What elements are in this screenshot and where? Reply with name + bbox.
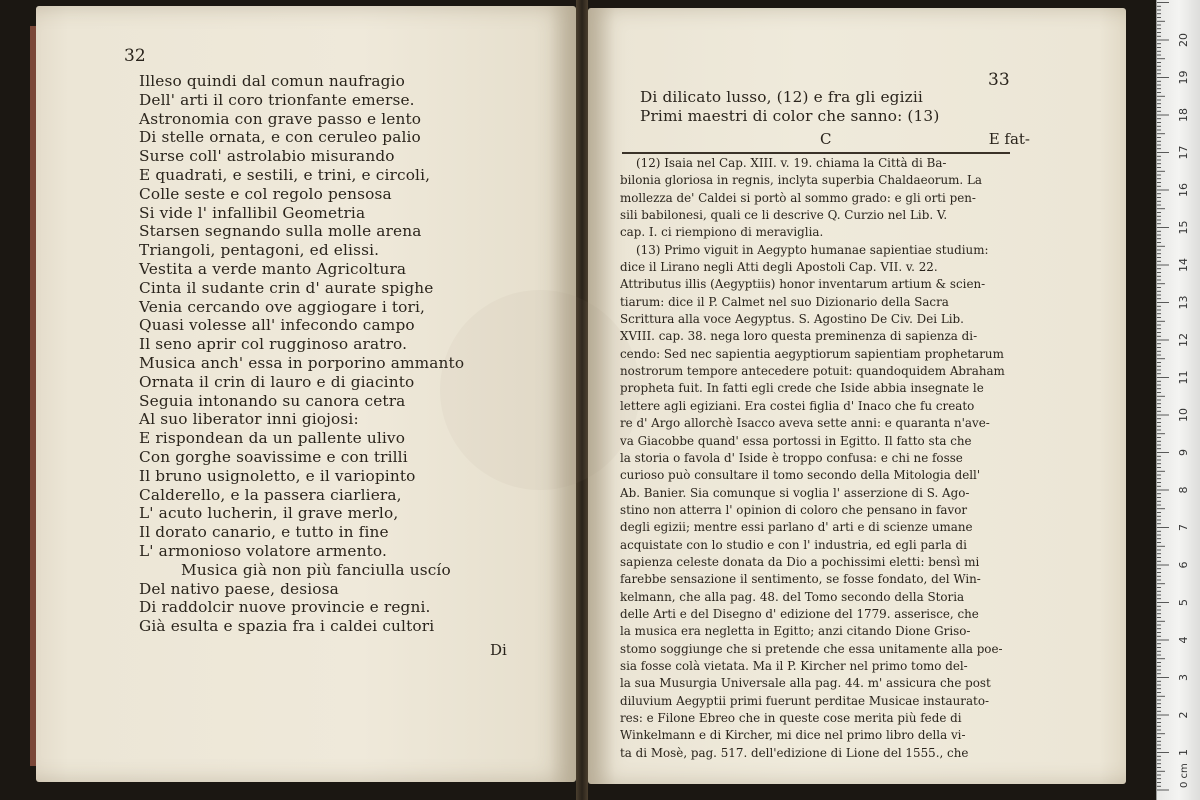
footnote-line: XVIII. cap. 38. nega loro questa preminenza di sapienza di- — [620, 329, 978, 344]
ruler-number: 15 — [1177, 220, 1190, 235]
footnote-line: res: e Filone Ebreo che in queste cose merita più fede di — [620, 711, 962, 725]
page-edge — [30, 26, 36, 766]
footnote-line: sia fosse colà vietata. Ma il P. Kircher nel primo tomo del- — [620, 658, 968, 673]
ruler-number: 13 — [1177, 295, 1190, 310]
footnote-line: kelmann, che alla pag. 48. del Tomo secondo della Storia — [620, 589, 965, 604]
signature-mark: C — [820, 130, 832, 148]
footnotes — [620, 155, 1012, 762]
text-line: Il bruno usignoletto, e il variopinto — [139, 466, 416, 485]
ruler-number: 5 — [1177, 599, 1190, 606]
text-line: Starsen segnando sulla molle arena — [139, 222, 422, 241]
footnote-line: cap. I. ci riempiono di meraviglia. — [620, 225, 824, 240]
footnote-line: la sua Musurgia Universale alla pag. 44. m' assicura che post — [620, 676, 991, 691]
ruler-number: 2 — [1177, 711, 1190, 719]
text-line: Il dorato canario, e tutto in fine — [139, 523, 389, 542]
footnote-line: Ab. Banier. Sia comunque si voglia l' asserzione di S. Ago- — [620, 485, 970, 500]
footnote-rule — [622, 152, 1010, 154]
footnote-line: ta di Mosè, pag. 517. dell'edizione di Lione del 1555., che — [620, 745, 969, 760]
text-line: Vestita a verde manto Agricoltura — [139, 259, 407, 278]
text-line: E rispondean da un pallente ulivo — [139, 429, 406, 448]
ruler-number: 4 — [1177, 636, 1190, 644]
ruler-number: 19 — [1177, 70, 1190, 85]
footnote-line: degli egizii; mentre essi parlano d' arti e di scienze umane — [620, 520, 973, 535]
text-line: Primi maestri di color che sanno: (13) — [640, 106, 940, 125]
footnote-line: cendo: Sed nec sapientia aegyptiorum sapientiam prophetarum — [620, 346, 1004, 361]
footnote-line: la musica era negletta in Egitto; anzi citando Dione Griso- — [620, 624, 971, 639]
ruler-unit-label: 0 cm — [1179, 763, 1190, 788]
ruler-number: 10 — [1177, 408, 1190, 422]
footnote-line: sili babilonesi, quali ce li descrive Q. Curzio nel Lib. V. — [620, 208, 948, 223]
text-line: Cinta il sudante crin d' aurate spighe — [139, 278, 434, 297]
text-line: L' acuto lucherin, il grave merlo, — [139, 504, 399, 523]
text-line: Venia cercando ove aggiogare i tori, — [139, 297, 426, 316]
text-line: Seguia intonando su canora cetra — [139, 391, 406, 410]
footnote-line: la storia o favola d' Iside è troppo confusa: e chi ne fosse — [620, 450, 963, 465]
footnote-line: (12) Isaia nel Cap. XIII. v. 19. chiama la Città di Ba- — [636, 156, 947, 170]
ruler-number: 3 — [1177, 674, 1190, 681]
measuring-ruler — [1156, 0, 1200, 800]
page-number-right: 33 — [988, 70, 1010, 90]
text-line: Surse coll' astrolabio misurando — [139, 147, 395, 166]
poem-text-right — [640, 88, 1060, 126]
ruler-number: 7 — [1177, 524, 1190, 531]
text-line: Di dilicato lusso, (12) e fra gli egizii — [640, 88, 923, 106]
text-line: Colle seste e col regolo pensosa — [139, 184, 392, 203]
text-line: Del nativo paese, desiosa — [139, 579, 339, 598]
footnote-line: acquistate con lo studio e con l' industria, ed egli parla di — [620, 537, 967, 552]
catchword-left: Di — [490, 641, 507, 659]
ruler-scale — [1157, 0, 1200, 800]
text-line: Con gorghe soavissime e con trilli — [139, 447, 408, 466]
ruler-number: 11 — [1177, 370, 1190, 385]
ruler-number: 9 — [1177, 449, 1190, 456]
text-line: L' armonioso volatore armento. — [139, 541, 387, 560]
text-line: Astronomia con grave passo e lento — [139, 109, 422, 128]
text-line: Al suo liberator inni giojosi: — [139, 410, 359, 429]
ruler-number: 14 — [1177, 258, 1190, 272]
footnote-line: farebbe sensazione il sentimento, se fosse fondato, del Win- — [620, 572, 981, 587]
footnote-line: re d' Argo allorchè Isacco aveva sette anni: e quaranta n'ave- — [620, 416, 990, 431]
text-line: Il seno aprir col rugginoso aratro. — [139, 335, 408, 354]
footnote-line: curioso può consultare il tomo secondo della Mitologia dell' — [620, 468, 981, 483]
signature-row — [640, 130, 1030, 150]
footnote-line: bilonia gloriosa in regnis, inclyta superbia Chaldaeorum. La — [620, 173, 982, 188]
text-line: Triangoli, pentagoni, ed elissi. — [139, 241, 380, 260]
footnote-line: Winkelmann e di Kircher, mi dice nel primo libro della vi- — [620, 728, 966, 743]
text-line: Illeso quindi dal comun naufragio — [139, 72, 406, 90]
text-line: Musica anch' essa in porporino ammanto — [139, 353, 465, 372]
ruler-number: 6 — [1177, 561, 1190, 569]
text-line: Musica già non più fanciulla uscío — [181, 560, 451, 579]
footnote-line: sapienza celeste donata da Dio a pochissimi eletti: bensì mi — [620, 554, 980, 569]
ruler-number: 12 — [1177, 333, 1190, 347]
footnote-line: (13) Primo viguit in Aegypto humanae sapientiae studium: — [636, 242, 989, 257]
ruler-number: 17 — [1177, 145, 1190, 160]
footnote-line: stino non atterra l' opinion di coloro che pensano in favor — [620, 502, 968, 517]
footnote-line: tiarum: dice il P. Calmet nel suo Dizionario della Sacra — [620, 294, 949, 309]
footnote-line: Attributus illis (Aegyptiis) honor inventarum artium & scien- — [620, 277, 986, 292]
footnote-line: dice il Lirano negli Atti degli Apostoli Cap. VII. v. 22. — [620, 260, 938, 275]
ruler-number: 8 — [1177, 486, 1190, 494]
footnote-line: mollezza de' Caldei si portò al sommo grado: e gli orti pen- — [620, 190, 976, 205]
catchword-right: E fat- — [988, 130, 1030, 148]
ruler-number: 1 — [1177, 749, 1190, 756]
poem-text-left — [139, 72, 559, 636]
text-line: E quadrati, e sestili, e trini, e circoli, — [139, 165, 431, 184]
footnote-line: propheta fuit. In fatti egli crede che Iside abbia insegnate le — [620, 381, 984, 396]
footnote-line: Scrittura alla voce Aegyptus. S. Agostino De Civ. Dei Lib. — [620, 312, 964, 327]
text-line: Quasi volesse all' infecondo campo — [139, 316, 415, 335]
footnote-line: va Giacobbe quand' essa portossi in Egitto. Il fatto sta che — [620, 433, 972, 448]
footnote-line: diluvium Aegyptii primi fuerunt perditae Musicae instaurato- — [620, 693, 989, 708]
footnote-line: lettere agli egiziani. Era costei figlia d' Inaco che fu creato — [620, 398, 975, 413]
text-line: Dell' arti il coro trionfante emerse. — [139, 90, 415, 109]
text-line: Di stelle ornata, e con ceruleo palio — [139, 128, 421, 147]
footnote-line: delle Arti e del Disegno d' edizione del 1779. asserisce, che — [620, 606, 979, 621]
ruler-number: 18 — [1177, 108, 1190, 122]
text-line: Ornata il crin di lauro e di giacinto — [139, 372, 415, 391]
text-line: Calderello, e la passera ciarliera, — [139, 485, 402, 504]
page-number-left: 32 — [124, 46, 146, 66]
text-line: Si vide l' infallibil Geometria — [139, 203, 366, 222]
text-line: Di raddolcir nuove provincie e regni. — [139, 598, 431, 617]
footnote-line: nostrorum tempore antecedere potuit: quandoquidem Abraham — [620, 364, 1005, 379]
ruler-number: 16 — [1177, 183, 1190, 197]
ruler-number: 20 — [1177, 33, 1190, 47]
text-line: Già esulta e spazia fra i caldei cultori — [139, 617, 435, 636]
footnote-line: stomo soggiunge che si pretende che essa unitamente alla poe- — [620, 641, 1003, 656]
